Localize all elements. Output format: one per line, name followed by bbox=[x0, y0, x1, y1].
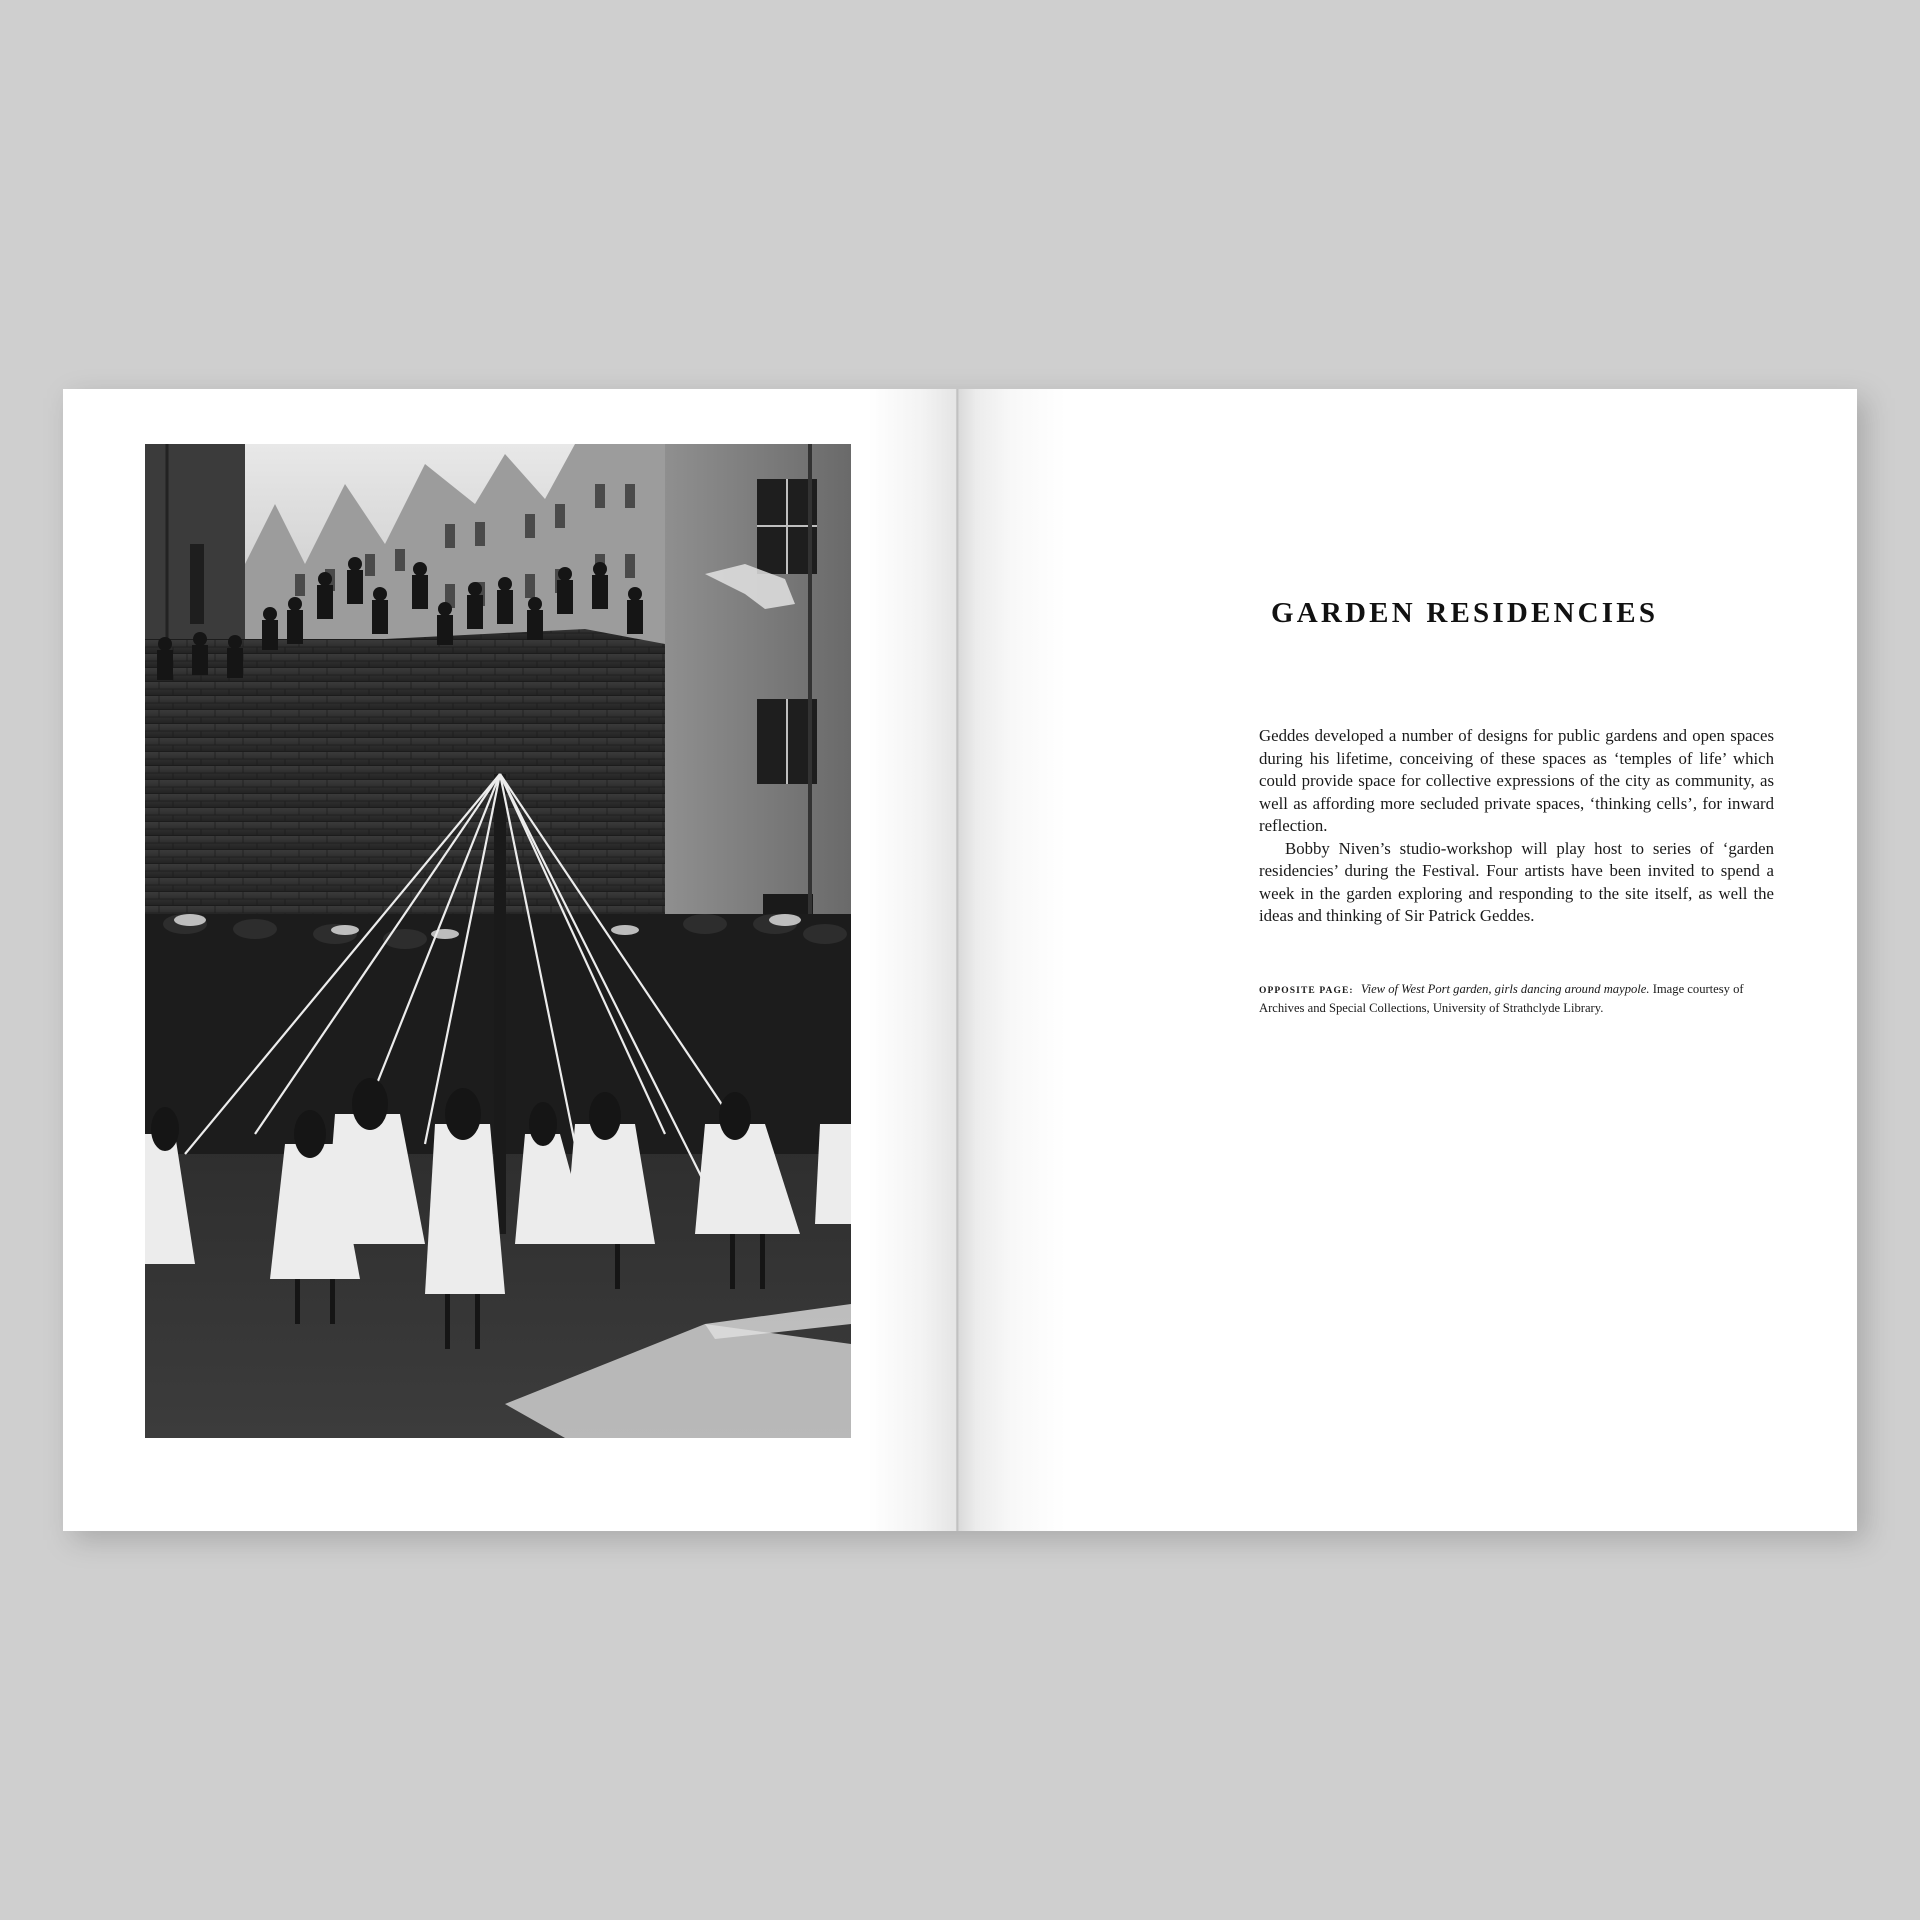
caption-label: OPPOSITE PAGE: bbox=[1259, 986, 1354, 996]
book-spread bbox=[63, 389, 1857, 1531]
book-gutter bbox=[956, 389, 959, 1531]
caption-credit: Image courtesy of Archives and Special Collections, University of Strathclyde Library. bbox=[1259, 982, 1744, 1015]
right-page bbox=[958, 389, 1857, 1531]
page-title-wrapper bbox=[958, 597, 1857, 630]
body-text bbox=[1259, 725, 1774, 928]
maypole-photograph bbox=[145, 444, 851, 1438]
left-page bbox=[63, 389, 958, 1531]
caption-title: View of West Port garden, girls dancing around maypole. bbox=[1360, 982, 1650, 996]
photo-caption bbox=[1259, 981, 1774, 1017]
paragraph-2: Bobby Niven’s studio-workshop will play host to series of ‘garden residencies’ during the Festival. Four artists have been invited to spend a week in the garden exploring and responding to the site itself, as well the ideas and thinking of Sir Patrick Geddes. bbox=[1259, 838, 1774, 925]
photo-illustration bbox=[145, 444, 851, 1438]
page-title: GARDEN RESIDENCIES bbox=[1271, 597, 1659, 629]
paragraph-1: Geddes developed a number of designs for public gardens and open spaces during his lifetime, conceiving of these spaces as ‘temples of life’ which could provide space for collective expressions of the city as community, as well as affording more secluded private spaces, ‘thinking cells’, for inward reflection. bbox=[1259, 726, 1774, 835]
